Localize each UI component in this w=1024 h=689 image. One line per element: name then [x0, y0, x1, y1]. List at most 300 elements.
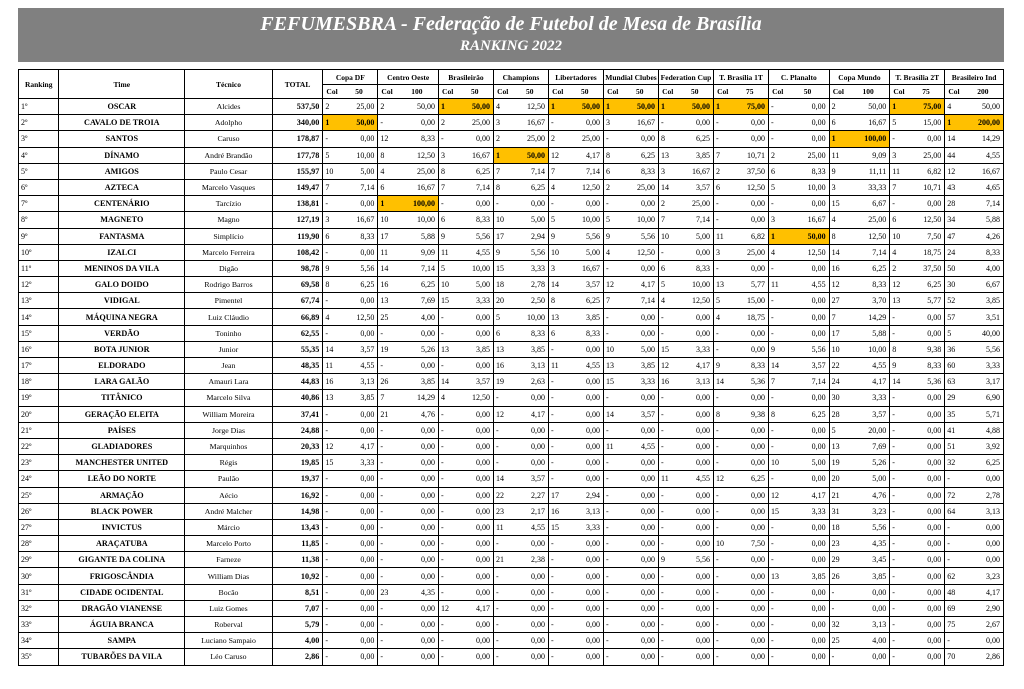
- points-cell: 0,00: [566, 536, 603, 552]
- placement-cell: -: [890, 438, 908, 454]
- points-cell: 0,00: [566, 471, 603, 487]
- table-row: [19, 617, 1004, 633]
- points-cell: 3,33: [456, 293, 493, 309]
- placement-cell: 3: [658, 163, 676, 179]
- points-cell: 0,00: [341, 131, 378, 147]
- placement-cell: -: [658, 438, 676, 454]
- points-cell: 0,00: [396, 633, 439, 649]
- placement-cell: -: [658, 633, 676, 649]
- placement-cell: 29: [829, 552, 847, 568]
- points-cell: 0,00: [676, 519, 713, 535]
- points-cell: 7,69: [847, 438, 890, 454]
- points-cell: 0,00: [786, 438, 829, 454]
- rank-position: 16º: [19, 341, 59, 357]
- placement-cell: -: [945, 471, 963, 487]
- placement-cell: -: [890, 633, 908, 649]
- points-cell: 3,57: [456, 374, 493, 390]
- header-competition: Mundial Clubes: [603, 70, 658, 85]
- points-cell: 0,00: [908, 503, 945, 519]
- placement-cell: -: [323, 487, 341, 503]
- points-cell: 0,00: [511, 422, 548, 438]
- points-cell: 5,00: [341, 163, 378, 179]
- placement-cell: -: [378, 519, 396, 535]
- points-cell: 2,90: [963, 600, 1004, 616]
- total-points: 44,83: [272, 374, 323, 390]
- points-cell: 0,00: [731, 455, 768, 471]
- points-cell: 5,56: [676, 552, 713, 568]
- placement-cell: -: [769, 309, 787, 325]
- header-max-points: 50: [621, 85, 658, 99]
- points-cell: 3,85: [676, 147, 713, 163]
- placement-cell: 4: [658, 293, 676, 309]
- placement-cell: 14: [658, 179, 676, 195]
- placement-cell: -: [890, 568, 908, 584]
- placement-cell: 72: [945, 487, 963, 503]
- points-cell: 2,63: [511, 374, 548, 390]
- table-row: [19, 503, 1004, 519]
- placement-cell: 21: [829, 487, 847, 503]
- coach-name: Magno: [185, 212, 273, 228]
- rank-position: 2º: [19, 115, 59, 131]
- placement-cell: -: [769, 293, 787, 309]
- points-cell: 3,85: [456, 341, 493, 357]
- placement-cell: 51: [945, 438, 963, 454]
- placement-cell: 3: [438, 147, 456, 163]
- points-cell: 75,00: [908, 99, 945, 115]
- placement-cell: 12: [323, 438, 341, 454]
- points-cell: 0,00: [908, 633, 945, 649]
- points-cell: 11,11: [847, 163, 890, 179]
- placement-cell: -: [658, 325, 676, 341]
- points-cell: 4,17: [963, 584, 1004, 600]
- placement-cell: 19: [493, 374, 511, 390]
- placement-cell: -: [603, 422, 621, 438]
- placement-cell: 15: [658, 341, 676, 357]
- points-cell: 5,88: [396, 228, 439, 244]
- points-cell: 2,78: [963, 487, 1004, 503]
- placement-cell: 8: [493, 179, 511, 195]
- placement-cell: -: [378, 633, 396, 649]
- rank-position: 22º: [19, 438, 59, 454]
- points-cell: 3,85: [786, 568, 829, 584]
- placement-cell: 25: [378, 309, 396, 325]
- points-cell: 3,33: [676, 341, 713, 357]
- placement-cell: -: [890, 325, 908, 341]
- points-cell: 4,55: [786, 277, 829, 293]
- points-cell: 0,00: [908, 487, 945, 503]
- points-cell: 50,00: [456, 99, 493, 115]
- header-max-points: 50: [511, 85, 548, 99]
- placement-cell: -: [323, 600, 341, 616]
- team-name: MÁQUINA NEGRA: [59, 309, 185, 325]
- rank-position: 20º: [19, 406, 59, 422]
- header-max-points: 50: [566, 85, 603, 99]
- team-name: LEÃO DO NORTE: [59, 471, 185, 487]
- placement-cell: -: [323, 196, 341, 212]
- points-cell: 0,00: [731, 438, 768, 454]
- points-cell: 0,00: [456, 325, 493, 341]
- placement-cell: 30: [829, 390, 847, 406]
- points-cell: 0,00: [786, 293, 829, 309]
- total-points: 16,92: [272, 487, 323, 503]
- points-cell: 0,00: [731, 584, 768, 600]
- placement-cell: 4: [378, 163, 396, 179]
- placement-cell: 10: [323, 163, 341, 179]
- header-max-points: 50: [676, 85, 713, 99]
- table-row: [19, 325, 1004, 341]
- placement-cell: 8: [603, 147, 621, 163]
- placement-cell: 30: [945, 277, 963, 293]
- table-row: [19, 309, 1004, 325]
- placement-cell: -: [438, 309, 456, 325]
- points-cell: 0,00: [676, 422, 713, 438]
- points-cell: 3,13: [566, 503, 603, 519]
- placement-cell: 8: [713, 406, 731, 422]
- points-cell: 0,00: [456, 503, 493, 519]
- coach-name: Aécio: [185, 487, 273, 503]
- points-cell: 0,00: [456, 487, 493, 503]
- team-name: ARMAÇÃO: [59, 487, 185, 503]
- points-cell: 100,00: [396, 196, 439, 212]
- table-row: [19, 519, 1004, 535]
- team-name: GERAÇÃO ELEITA: [59, 406, 185, 422]
- total-points: 178,87: [272, 131, 323, 147]
- points-cell: 0,00: [511, 633, 548, 649]
- points-cell: 0,00: [621, 309, 658, 325]
- coach-name: Luiz Cláudio: [185, 309, 273, 325]
- placement-cell: 14: [829, 244, 847, 260]
- placement-cell: 23: [829, 536, 847, 552]
- points-cell: 14,29: [396, 390, 439, 406]
- placement-cell: 9: [713, 358, 731, 374]
- points-cell: 50,00: [963, 99, 1004, 115]
- points-cell: 16,67: [621, 115, 658, 131]
- points-cell: 0,00: [621, 471, 658, 487]
- table-row: [19, 244, 1004, 260]
- coach-name: Amauri Lara: [185, 374, 273, 390]
- points-cell: 0,00: [786, 536, 829, 552]
- points-cell: 5,56: [456, 228, 493, 244]
- placement-cell: -: [548, 552, 566, 568]
- placement-cell: -: [438, 584, 456, 600]
- table-row: [19, 115, 1004, 131]
- points-cell: 10,00: [396, 212, 439, 228]
- placement-cell: -: [323, 552, 341, 568]
- points-cell: 4,17: [676, 358, 713, 374]
- placement-cell: 2: [438, 115, 456, 131]
- total-points: 62,55: [272, 325, 323, 341]
- header-col: Col: [493, 85, 511, 99]
- placement-cell: 11: [378, 244, 396, 260]
- header-competition: Copa DF: [323, 70, 378, 85]
- placement-cell: -: [713, 503, 731, 519]
- points-cell: 0,00: [731, 260, 768, 276]
- points-cell: 0,00: [908, 584, 945, 600]
- points-cell: 25,00: [341, 99, 378, 115]
- placement-cell: 6: [769, 163, 787, 179]
- placement-cell: 2: [658, 196, 676, 212]
- placement-cell: 2: [323, 99, 341, 115]
- points-cell: 0,00: [396, 115, 439, 131]
- points-cell: 3,23: [963, 568, 1004, 584]
- points-cell: 5,00: [676, 228, 713, 244]
- header-col: Col: [658, 85, 676, 99]
- points-cell: 5,77: [731, 277, 768, 293]
- placement-cell: -: [493, 568, 511, 584]
- placement-cell: 8: [890, 341, 908, 357]
- header-max-points: 75: [731, 85, 768, 99]
- points-cell: 0,00: [396, 552, 439, 568]
- placement-cell: -: [323, 293, 341, 309]
- points-cell: 25,00: [847, 212, 890, 228]
- header-competition: Brasileiro Ind: [945, 70, 1004, 85]
- placement-cell: -: [378, 115, 396, 131]
- points-cell: 0,00: [963, 633, 1004, 649]
- points-cell: 0,00: [676, 244, 713, 260]
- points-cell: 3,57: [566, 277, 603, 293]
- placement-cell: -: [890, 390, 908, 406]
- placement-cell: 5: [323, 147, 341, 163]
- rank-position: 5º: [19, 163, 59, 179]
- points-cell: 0,00: [847, 649, 890, 665]
- points-cell: 4,55: [847, 358, 890, 374]
- points-cell: 0,00: [511, 649, 548, 665]
- points-cell: 0,00: [786, 471, 829, 487]
- points-cell: 33,33: [847, 179, 890, 195]
- rank-position: 23º: [19, 455, 59, 471]
- placement-cell: 8: [829, 228, 847, 244]
- placement-cell: 10: [769, 455, 787, 471]
- placement-cell: -: [378, 471, 396, 487]
- placement-cell: -: [493, 390, 511, 406]
- points-cell: 0,00: [621, 600, 658, 616]
- placement-cell: 29: [945, 390, 963, 406]
- table-row: [19, 455, 1004, 471]
- points-cell: 0,00: [676, 325, 713, 341]
- placement-cell: 3: [829, 179, 847, 195]
- points-cell: 0,00: [786, 617, 829, 633]
- points-cell: 25,00: [908, 147, 945, 163]
- points-cell: 0,00: [621, 455, 658, 471]
- points-cell: 50,00: [676, 99, 713, 115]
- placement-cell: -: [890, 649, 908, 665]
- table-row: [19, 277, 1004, 293]
- placement-cell: -: [493, 438, 511, 454]
- page-title: FEFUMESBRA - Federação de Futebol de Mesa de Brasília: [260, 13, 762, 35]
- placement-cell: -: [769, 633, 787, 649]
- points-cell: 5,36: [731, 374, 768, 390]
- points-cell: 16,67: [963, 163, 1004, 179]
- placement-cell: 34: [945, 212, 963, 228]
- points-cell: 25,00: [731, 244, 768, 260]
- points-cell: 0,00: [566, 584, 603, 600]
- points-cell: 0,00: [786, 519, 829, 535]
- placement-cell: 18: [829, 519, 847, 535]
- header-max-points: 100: [396, 85, 439, 99]
- points-cell: 0,00: [456, 438, 493, 454]
- points-cell: 5,26: [396, 341, 439, 357]
- placement-cell: 4: [548, 179, 566, 195]
- points-cell: 3,57: [847, 406, 890, 422]
- coach-name: Léo Caruso: [185, 649, 273, 665]
- points-cell: 12,50: [456, 390, 493, 406]
- placement-cell: 25: [829, 633, 847, 649]
- points-cell: 4,00: [847, 633, 890, 649]
- team-name: LARA GALÃO: [59, 374, 185, 390]
- points-cell: 0,00: [341, 584, 378, 600]
- placement-cell: -: [603, 584, 621, 600]
- coach-name: Caruso: [185, 131, 273, 147]
- placement-cell: -: [323, 649, 341, 665]
- placement-cell: -: [713, 584, 731, 600]
- rank-position: 4º: [19, 147, 59, 163]
- points-cell: 3,85: [847, 568, 890, 584]
- total-points: 138,81: [272, 196, 323, 212]
- points-cell: 4,17: [341, 438, 378, 454]
- header-ranking: Ranking: [19, 70, 59, 99]
- placement-cell: 12: [493, 406, 511, 422]
- placement-cell: -: [323, 536, 341, 552]
- points-cell: 37,50: [731, 163, 768, 179]
- placement-cell: -: [713, 341, 731, 357]
- points-cell: 0,00: [621, 390, 658, 406]
- points-cell: 2,27: [511, 487, 548, 503]
- team-name: ARAÇATUBA: [59, 536, 185, 552]
- points-cell: 6,82: [908, 163, 945, 179]
- team-name: MENINOS DA VILA: [59, 260, 185, 276]
- points-cell: 0,00: [908, 455, 945, 471]
- placement-cell: 26: [378, 374, 396, 390]
- placement-cell: -: [769, 438, 787, 454]
- placement-cell: 15: [323, 455, 341, 471]
- team-name: GALO DOIDO: [59, 277, 185, 293]
- placement-cell: -: [603, 649, 621, 665]
- placement-cell: 14: [548, 277, 566, 293]
- points-cell: 3,85: [341, 390, 378, 406]
- points-cell: 5,56: [341, 260, 378, 276]
- placement-cell: 2: [829, 99, 847, 115]
- points-cell: 4,55: [511, 519, 548, 535]
- points-cell: 10,00: [456, 260, 493, 276]
- points-cell: 6,25: [963, 455, 1004, 471]
- placement-cell: 28: [945, 196, 963, 212]
- total-points: 69,58: [272, 277, 323, 293]
- coach-name: Jean: [185, 358, 273, 374]
- placement-cell: -: [769, 422, 787, 438]
- placement-cell: 1: [945, 115, 963, 131]
- header-competition: Federation Cup: [658, 70, 713, 85]
- placement-cell: -: [438, 633, 456, 649]
- placement-cell: -: [603, 503, 621, 519]
- placement-cell: 8: [378, 147, 396, 163]
- points-cell: 0,00: [396, 487, 439, 503]
- points-cell: 3,70: [847, 293, 890, 309]
- points-cell: 7,14: [621, 293, 658, 309]
- placement-cell: 43: [945, 179, 963, 195]
- points-cell: 3,33: [341, 455, 378, 471]
- placement-cell: 36: [945, 341, 963, 357]
- placement-cell: 4: [769, 244, 787, 260]
- table-row: [19, 260, 1004, 276]
- points-cell: 0,00: [731, 503, 768, 519]
- placement-cell: 12: [548, 147, 566, 163]
- rank-position: 3º: [19, 131, 59, 147]
- placement-cell: 1: [438, 99, 456, 115]
- team-name: VIDIGAL: [59, 293, 185, 309]
- placement-cell: 8: [769, 406, 787, 422]
- points-cell: 0,00: [786, 600, 829, 616]
- total-points: 8,51: [272, 584, 323, 600]
- coach-name: Marcelo Porto: [185, 536, 273, 552]
- points-cell: 0,00: [731, 552, 768, 568]
- placement-cell: 6: [548, 325, 566, 341]
- placement-cell: -: [378, 358, 396, 374]
- total-points: 4,00: [272, 633, 323, 649]
- table-row: [19, 600, 1004, 616]
- placement-cell: -: [438, 617, 456, 633]
- placement-cell: 4: [713, 309, 731, 325]
- points-cell: 0,00: [566, 341, 603, 357]
- placement-cell: 9: [548, 228, 566, 244]
- points-cell: 0,00: [908, 196, 945, 212]
- placement-cell: -: [548, 438, 566, 454]
- placement-cell: 48: [945, 584, 963, 600]
- coach-name: Farneze: [185, 552, 273, 568]
- points-cell: 0,00: [908, 422, 945, 438]
- points-cell: 5,00: [786, 455, 829, 471]
- placement-cell: -: [323, 568, 341, 584]
- points-cell: 8,33: [908, 358, 945, 374]
- points-cell: 8,33: [621, 163, 658, 179]
- placement-cell: 11: [829, 147, 847, 163]
- points-cell: 8,33: [676, 260, 713, 276]
- table-row: [19, 487, 1004, 503]
- placement-cell: 13: [438, 341, 456, 357]
- placement-cell: 3: [603, 115, 621, 131]
- placement-cell: -: [658, 503, 676, 519]
- total-points: 537,50: [272, 99, 323, 115]
- rank-position: 33º: [19, 617, 59, 633]
- rank-position: 25º: [19, 487, 59, 503]
- placement-cell: -: [603, 325, 621, 341]
- points-cell: 5,56: [566, 228, 603, 244]
- team-name: TUBARÕES DA VILA: [59, 649, 185, 665]
- placement-cell: 5: [769, 179, 787, 195]
- points-cell: 75,00: [731, 99, 768, 115]
- team-name: OSCAR: [59, 99, 185, 115]
- points-cell: 0,00: [341, 325, 378, 341]
- placement-cell: -: [548, 455, 566, 471]
- points-cell: 3,33: [511, 260, 548, 276]
- points-cell: 0,00: [908, 390, 945, 406]
- team-name: BLACK POWER: [59, 503, 185, 519]
- placement-cell: 16: [829, 260, 847, 276]
- placement-cell: -: [438, 503, 456, 519]
- placement-cell: -: [890, 406, 908, 422]
- points-cell: 8,33: [456, 212, 493, 228]
- points-cell: 8,33: [847, 277, 890, 293]
- placement-cell: 6: [493, 325, 511, 341]
- placement-cell: -: [713, 422, 731, 438]
- placement-cell: -: [378, 487, 396, 503]
- placement-cell: -: [890, 309, 908, 325]
- points-cell: 0,00: [566, 390, 603, 406]
- placement-cell: 11: [769, 277, 787, 293]
- points-cell: 7,69: [396, 293, 439, 309]
- table-row: [19, 131, 1004, 147]
- coach-name: André Malcher: [185, 503, 273, 519]
- points-cell: 0,00: [963, 471, 1004, 487]
